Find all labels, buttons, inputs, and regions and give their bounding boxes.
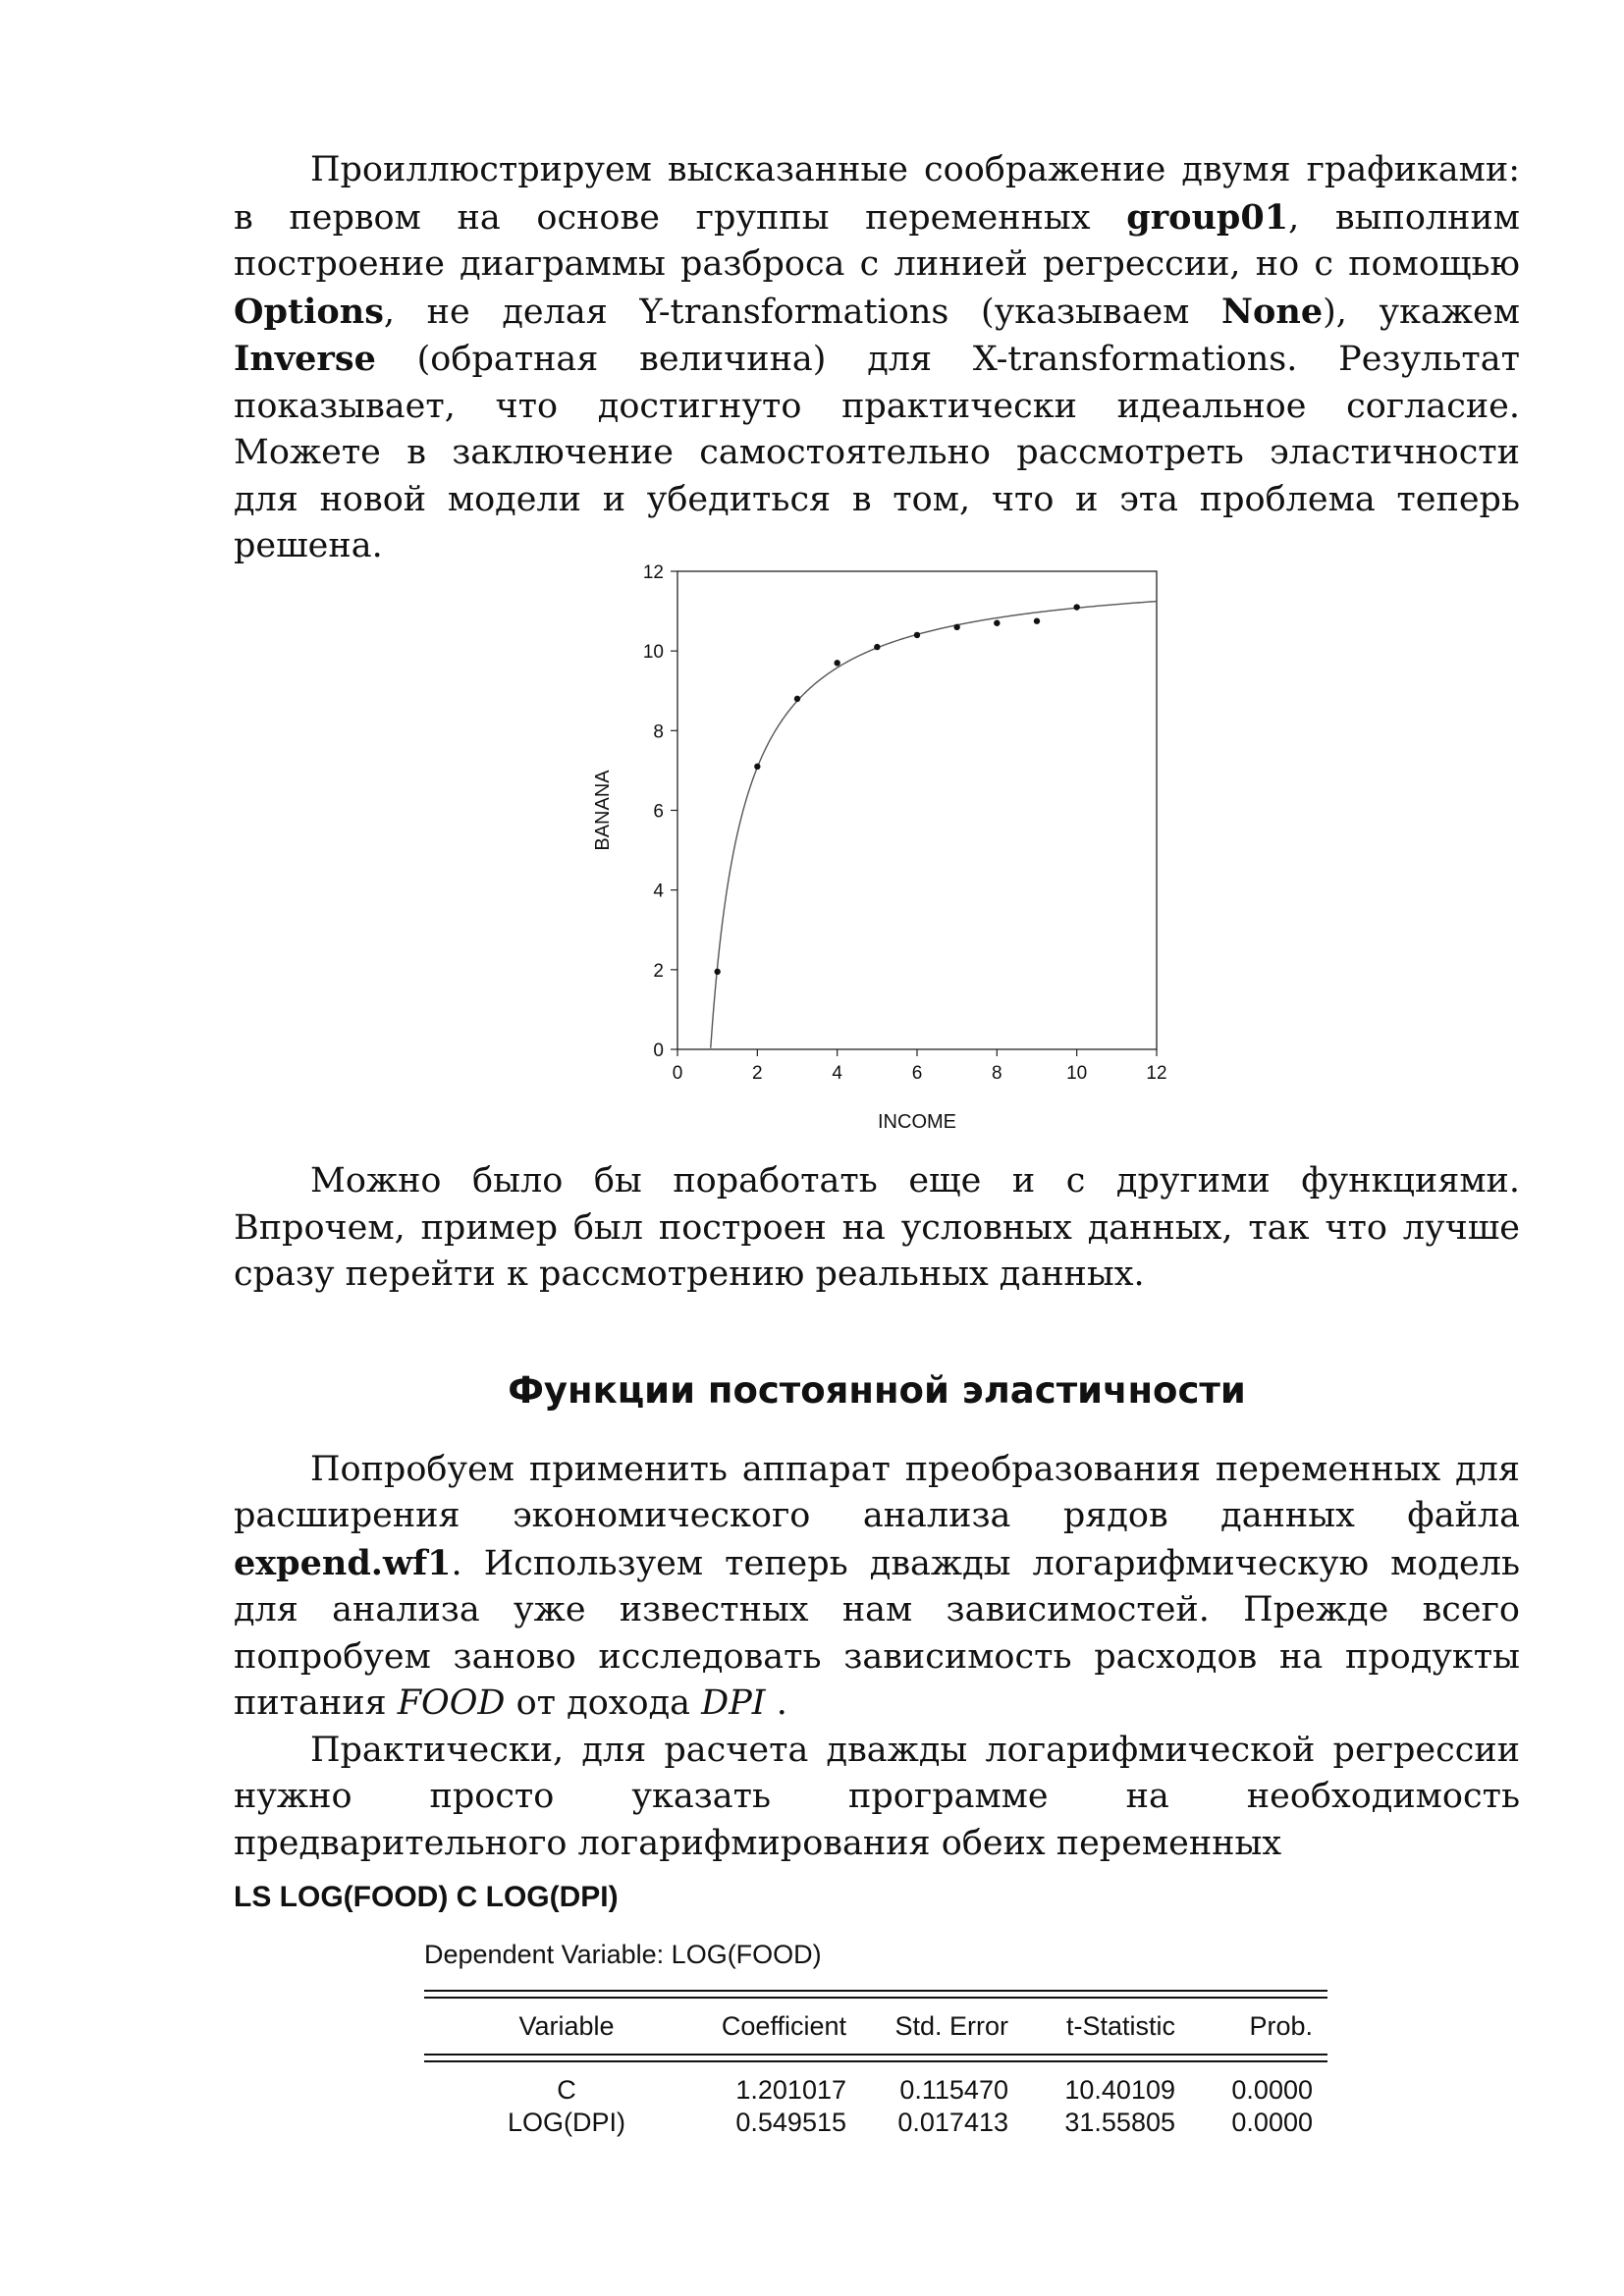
cell: C [557, 2075, 576, 2105]
col-header: Prob. [1249, 2010, 1313, 2041]
text-run: от дохода [505, 1683, 702, 1723]
data-point [834, 660, 839, 666]
bold-term: group01 [1126, 196, 1289, 238]
x-tick-label: 2 [752, 1063, 763, 1084]
bold-term: Inverse [234, 339, 376, 379]
data-point [754, 764, 760, 770]
y-tick-label: 4 [653, 881, 664, 902]
chart-svg [550, 550, 1198, 1158]
y-axis-label: BANANA [592, 770, 614, 851]
paragraph-intro [234, 147, 1521, 565]
x-tick-label: 12 [1146, 1063, 1167, 1084]
text-run: Проиллюстрируем высказанные соображение двумя графиками: в первом на основе группы переменных [234, 150, 1520, 238]
col-header: Variable [518, 2010, 615, 2041]
text-run: . [765, 1683, 787, 1723]
y-tick-label: 2 [653, 960, 664, 982]
spacer [234, 1412, 1520, 1447]
data-point [1034, 618, 1040, 624]
text-run: , выполним построение диаграммы разброса с линией регрессии, но с помощью [234, 197, 1521, 284]
x-tick-label: 0 [672, 1063, 683, 1084]
x-axis-label: INCOME [878, 1111, 956, 1133]
x-tick-label: 10 [1066, 1063, 1088, 1084]
col-header: t-Statistic [1065, 2010, 1175, 2041]
cell: 0.0000 [1231, 2108, 1313, 2137]
regression-header-row [424, 1999, 1327, 2054]
text-run: (обратная величина) для X-transformations. Результат показывает, что достигнуто практически идеальное согласие. Можете в заключение самостоятельно рассмотреть эластичности для новой модели и убедиться в том, что и эта проблема теперь решена. [234, 340, 1520, 565]
data-point [1073, 604, 1079, 610]
bold-term: None [1221, 291, 1324, 332]
text-run: , не делая Y-transformations (указываем [383, 292, 1222, 332]
cell: 0.549515 [735, 2108, 846, 2137]
data-point [874, 644, 880, 650]
section-heading: Функции постоянной эластичности [508, 1368, 1246, 1412]
x-tick-label: 4 [832, 1063, 842, 1084]
data-point [914, 632, 920, 638]
text-run: Попробуем применить аппарат преобразования переменных для расширения экономического анализа рядов данных файла [234, 1449, 1520, 1535]
y-tick-label: 8 [653, 721, 664, 743]
spacer [234, 1867, 1520, 1881]
cell: LOG(DPI) [507, 2108, 625, 2137]
y-tick-label: 10 [642, 642, 664, 664]
data-point [794, 696, 800, 702]
regression-curve [711, 602, 1157, 1048]
col-header: Coefficient [721, 2010, 846, 2041]
paragraph-log-transform: Практически, для расчета дважды логарифмической регрессии нужно просто указать программе на необходимость предварительного логарифмирования обеих переменных [234, 1730, 1520, 1863]
x-tick-label: 8 [992, 1063, 1002, 1084]
y-tick-label: 0 [653, 1041, 664, 1061]
cell: 0.115470 [899, 2075, 1008, 2105]
table-row [424, 2074, 1327, 2107]
data-point [994, 620, 1000, 626]
col-header: Std. Error [894, 2010, 1008, 2041]
command-line: LS LOG(FOOD) C LOG(DPI) [234, 1881, 619, 1913]
paragraph-log-model [234, 1447, 1520, 1728]
data-point [953, 624, 959, 630]
bold-term: Options [234, 291, 384, 332]
text-run: ), укажем [1323, 292, 1520, 332]
plot-frame [677, 571, 1157, 1049]
cell: 0.017413 [897, 2108, 1008, 2137]
regression-title: Dependent Variable: LOG(FOOD) [424, 1940, 822, 1969]
table-row [424, 2107, 1327, 2139]
italic-variable: DPI [701, 1683, 766, 1723]
data-point [714, 969, 720, 975]
y-tick-label: 12 [642, 562, 664, 583]
double-rule-top [424, 1990, 1327, 1999]
y-tick-label: 6 [653, 801, 664, 823]
cell: 31.55805 [1064, 2108, 1175, 2137]
paragraph-other-functions: Можно было бы поработать еще и с другими функциями. Впрочем, пример был построен на условных данных, так что лучше сразу перейти к рассмотрению реальных данных. [234, 1161, 1520, 1294]
italic-variable: FOOD [397, 1683, 506, 1723]
text-run: . Используем теперь дважды логарифмическую модель для анализа уже известных нам зависимостей. Прежде всего попробуем заново исследовать зависимость расходов на продукты питания [234, 1543, 1520, 1723]
cell: 0.0000 [1231, 2075, 1313, 2105]
cell: 1.201017 [735, 2075, 846, 2105]
scatter-chart [550, 550, 1198, 1158]
bold-term: expend.wf1 [234, 1542, 452, 1583]
regression-output [424, 1940, 1327, 2139]
x-tick-label: 6 [911, 1063, 923, 1084]
double-rule-bottom [424, 2054, 1327, 2062]
cell: 10.40109 [1064, 2075, 1175, 2105]
spacer [234, 1299, 1520, 1369]
